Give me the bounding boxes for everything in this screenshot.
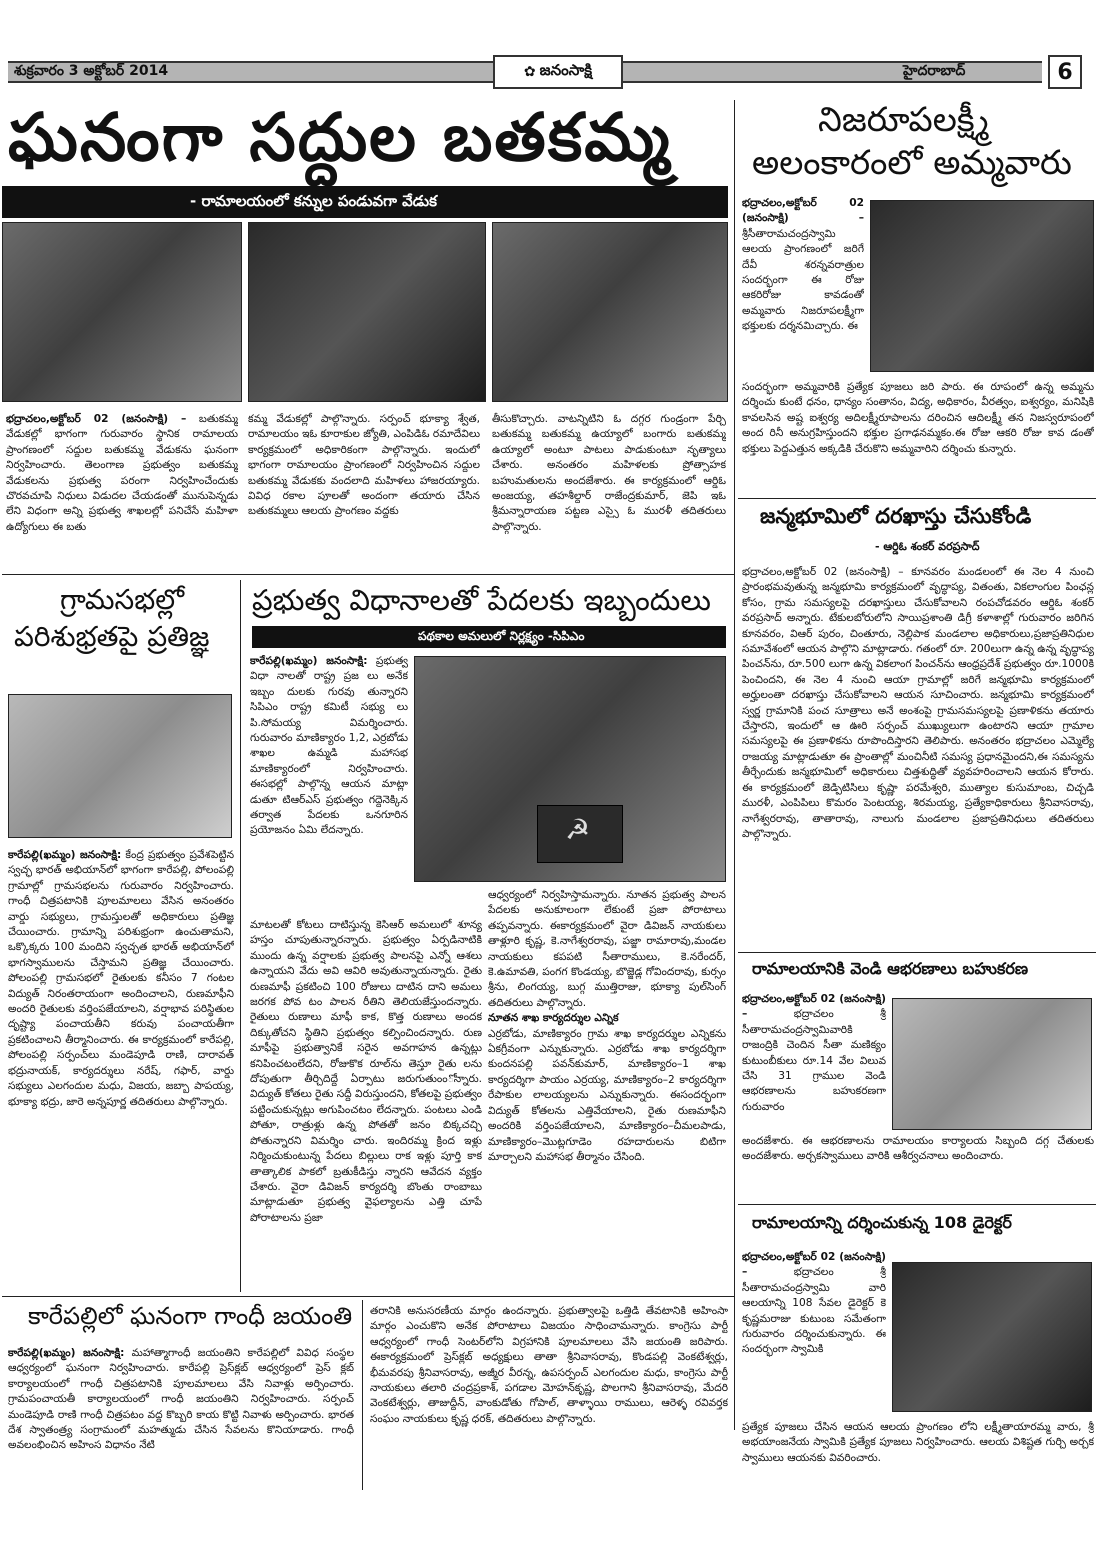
- vendi-photo: [892, 998, 1092, 1130]
- prabhutva-col-1-text: మాటలతో కోటలు దాటిస్తున్న కెసిఆర్ అమలులో శూన్య హస్తం చూపుతున్నారన్నారు. ప్రభుత్వం ఏర్పడినాటికి ముందు ఉన్న వర్షాలకు ప్రభుత్వ పాలనపై ఎన్నో ఆశలు ఉన్నాయని వేదు అవి ఆవిరి అవుతున్నాయన్నారు. రైతు రుణమాఫీ ప్రకటించి 100 రోజులు దాటిన దాని అమలు జరగక పోవ టం పాలన రీతిని తెలియజేస్తుందన్నారు. రైతులు రుణాలు మాఫీ కాక, కొత్త రుణాలు అందక దిక్కుతోచని స్థితిని ప్రభుత్వం కల్పించిందన్నారు. రుణ మాఫీపై ప్రభుత్వానికే సరైన అవగాహన ఉన్నట్లు కనిపించటంలేదని, రోజుకొక రూల్‌ను తెస్తూ రైతు లను దోపుతుగా తీర్చిదిద్దే ఏర్పాటు జరుగుతుంంో‌న్నారు. విద్యుత్ కోతలు రైతు సద్దీ విరుస్తుందని, కోతలపై ప్రభుత్వం పట్టించుకున్నట్లు అగుపించటం లేదన్నారు. పంటలు ఎండి పోతూ, రాత్రుళ్లు ఉన్న పోతతో జనం బిక్కచచ్చి పోతున్నారని విమర్శిం చారు. ఇందిరమ్మ క్రింద ఇళ్లు నిర్మించుకుంటున్న పేదలు బిల్లులు రాక ఇళ్లు పూర్తి కాక తాత్కాలిక పాకలో బ్రతుకీడిస్తు న్నారని ఆవేదన వ్యక్తం చేశారు. వైరా డివిజన్ కార్యదర్శి బొంతు రాంబాబు మాట్లాడుతూ ప్రభుత్వ వైఫల్యాలను ఎత్తి చూపే పోరాటాలను ప్రజా: [250, 919, 482, 1224]
- gandhi-divider: [362, 1300, 363, 1490]
- lead-photo-2: [248, 222, 486, 402]
- vendi-headline: రామాలయానికి వెండి ఆభరణాలు బహుకరణ: [752, 959, 1029, 978]
- director-photo: [892, 1262, 1092, 1412]
- vendi-body-text: అందజేశారు. ఈ ఆభరణాలను రామాలయం కార్యాలయ సిబ్బంది దగ్గ చేతులకు అందజేశారు. అర్చకస్వాములు వారికి ఆశీర్వచనాలు అందించారు.: [742, 1135, 1094, 1163]
- city-name: హైదరాబాద్: [903, 63, 966, 79]
- nija-side: [742, 196, 864, 378]
- lead-subhead: - రామాలయంలో కన్నుల పండువగా వేడుక: [190, 192, 437, 210]
- director-side: [742, 1250, 886, 1418]
- grama-headline-2: పరిశుభ్రతపై ప్రతిజ్ఞ: [14, 620, 210, 653]
- prabhutva-headline: ప్రభుత్వ విధానాలతో పేదలకు ఇబ్బందులు: [252, 583, 711, 617]
- prabhutva-col-2: [488, 888, 726, 1292]
- nija-dateline: భద్రాచలం,అక్టోబర్ 02 (జనంసాక్షి) –: [742, 197, 864, 225]
- logo-text: జనంసాక్షి: [539, 61, 593, 79]
- director-body: [742, 1420, 1094, 1480]
- nija-body: [742, 380, 1094, 492]
- lead-photo-3: [492, 222, 728, 402]
- grama-photo: [8, 694, 232, 838]
- vendi-dateline: భద్రాచలం,అక్టోబర్ 02 (జనంసాక్షి) –: [742, 993, 886, 1021]
- lead-bottom-rule: [2, 574, 734, 575]
- janma-body: [742, 565, 1094, 947]
- lead-text-2: కమ్మ వేడుకల్లో పాల్గొన్నారు. సర్పంచ్ భూక్యా శ్వేత, రామాలయం ఇఓ కూరాకుల జ్యోతి, ఎంపిడిఓ రమాదేవిలు కార్యక్రమంలో అధికారికంగా పాల్గొన్నారు. ఇందులో భాగంగా రామాలయం ప్రాంగణంలో నిర్వహించిన సద్దుల బతుకమ్మ వేడుకకు వందలాది మహిళలు హాజరయ్యారు. వివిధ రకాల పూలతో అందంగా తయారు చేసిన బతుకమ్మలు ఆలయ ప్రాంగణం వద్దకు: [248, 413, 480, 518]
- janma-headline: జన్మభూమిలో దరఖాస్తు చేసుకోండి: [760, 504, 1032, 528]
- hammer-sickle-icon: ☭: [565, 813, 591, 846]
- vendi-bottom-rule: [738, 1204, 1096, 1205]
- nija-headline-1: నిజరూపలక్ష్మీ: [818, 100, 989, 140]
- janma-body-text: భద్రాచలం,అక్టోబర్ 02 (జనంసాక్షి) – కూనవరం మండలంలో ఈ నెల 4 నుంచి ప్రారంభమవుతున్న జన్మభూమి కార్యక్రమంలో వృద్ధాప్య, వితంతు, వికలాంగుల పింఛన్ల కోసం, గ్రామ సమస్యలపై దరఖాస్తులు చేసుకోవాలని రంపచోడవరం ఆర్డిఓ శంకర్ వరప్రసాద్ అన్నారు. టేకులబోరులోని సాయిప్రశాంతి డిగ్రీ కళాశాల్లో గురువారం జరిగిన కూనవరం, విఆర్ పురం, చింతూరు, నెల్లిపాక మండలాల అధికారులు,ప్రజాప్రతినిధుల సమావేశంలో ఆయన పాల్గొని మాట్లాడారు. గతంలో రూ. 200లుగా ఉన్న ఉన్న వృద్ధాప్య పించన్‌ను, రూ.500 లుగా ఉన్న వికలాంగ పించన్‌ను ఆంధ్రప్రదేశ్ ప్రభుత్వం రూ.1000కి పెంచిందని, ఈ నెల 4 నుంచి ఆయా గ్రామాల్లో జరిగే జన్మభూమి కార్యక్రమంలో అర్హులంతా దరఖాస్తు చేసుకోవాలని ఆయన సూచించారు. జన్మభూమి కార్యక్రమంలో స్వర్ణ గ్రామానికి పంచ సూత్రాలు అనే అంశంపై గ్రామసమస్యలపై ప్రణాళికను తయారు చేస్తారని, ఇందులో ఆ ఊరి సర్పంచ్ ముఖ్యులుగా ఉంటారని ఆయా గ్రామాల సమస్యలపై ఈ ప్రణాళికను రూపొందిస్తారని తెలిపారు. అనంతరం భద్రాచలం ఎమ్మెల్యే రాజయ్య మాట్లాడుతూ ఈ ప్రాంతాల్లో మంచినీటి సమస్య ప్రధానమైందని,ఈ సమస్యను తీర్చేందుకు జన్మభూమిలో అధికారులు చిత్తశుద్ధితో వ్యవహరించాలని ఆయన కోరారు. ఈ కార్యక్రమంలో జెడ్పిటిసిలు కృష్ణా పరమేశ్వరి, ముత్యాల కుసుమాంబ, చిచ్చడి మురళీ, ఎంపిపిలు కొమరం పెంటయ్య, శిరమయ్య, ప్రత్యేకాధికారులు శ్రీనివాసరావు, నాగేశ్వరరావు, తాతారావు, నాలుగు మండలాల ప్రజాప్రతినిధులు తదితరులు పాల్గొన్నారు.: [742, 566, 1094, 840]
- lead-col-2: [248, 412, 480, 570]
- director-side-text: భద్రాచలం శ్రీ సీతారామచంద్రస్వామి వారి ఆలయాన్ని 108 సేవల డైరెక్టర్ కె కృష్ణమరాజు కుటుంబ సమేతంగా గురువారం దర్శించుకున్నారు. ఈ సందర్భంగా స్వామికి: [742, 1266, 886, 1356]
- grama-body-text: కేంద్ర ప్రభుత్వం ప్రవేశపెట్టిన స్వచ్ఛ భారత్ అభియాన్‌లో భాగంగా కారేపల్లి, పోలంపల్లి గ్రామాల్లో గ్రామసభలను గురువారం నిర్వహించారు. గాంధీ చిత్రపటానికి పూలమాలలు వేసిన అనంతరం వార్డు సభ్యులు, గ్రామస్తులతో అధికారులు ప్రతిజ్ఞ చేయించారు. గ్రామాన్ని పరిశుభ్రంగా ఉంచుతామని, ఒక్కొక్కరు 100 మందిని స్వచ్ఛత భారత్ అభియాన్‌లో భాగస్వాములను చేస్తామని ప్రతిజ్ఞ చేయించారు. పోలంపల్లి గ్రామసభలో రైతులకు కనీసం 7 గంటల విద్యుత్ నిరంతరాయంగా అందించాలని, రుణమాఫీని అందరి రైతులకు వర్తింపజేయాలని, వర్షాభావ పరిస్థితుల దృష్ట్యా పంచాయతీని కరువు పంచాయతీగా ప్రకటించాలని తీర్మానించారు. ఈ కార్యక్రమంలో కారేపల్లి, పోలంపల్లి సర్పంచ్‌లు మండెపూడి రాణి, దారావత్ భద్రునాయక్, కార్యదర్శులు నరేష్, గఫార్, వార్డు సభ్యులు ఎలగందుల మధు, విజయ, జబ్బా పాపయ్య, భూక్యా భద్రు, జారె అన్నపూర్ణ తదితరులు పాల్గొన్నారు.: [8, 849, 234, 1108]
- prabhutva-side: [250, 654, 408, 916]
- column-divider-right: [734, 100, 735, 1430]
- prabhutva-dateline: కారేపల్లి(ఖమ్మం) జనంసాక్షి:: [250, 655, 368, 667]
- director-headline: రామాలయాన్ని దర్శించుకున్న 108 డైరెక్టర్: [752, 1213, 1012, 1232]
- lead-dateline: భద్రాచలం,అక్టోబర్ 02 (జనంసాక్షి) –: [6, 413, 187, 425]
- prabhutva-subhead: పథకాల అమలులో నిర్లక్ష్యం -సిపిఎం: [418, 629, 585, 643]
- vendi-side: [742, 992, 886, 1132]
- nija-side-text: శ్రీసీతారామచంద్రస్వామి ఆలయ ప్రాంగణంలో జరిగే దేవీ శరన్నవరాత్రుల సందర్భంగా ఈ రోజు ఆకరిరోజు కావడంతో అమ్మవారు నిజరూపలక్ష్మీగా భక్తులకు దర్శనమిచ్చారు. ఈ: [742, 227, 864, 333]
- grama-divider: [240, 580, 241, 1292]
- lead-text-3: తీసుకొచ్చారు. వాటన్నిటిని ఓ దగ్గర గుండ్రంగా పేర్చి బతుకమ్మ బతుకమ్మ ఉయ్యాలో బంగారు బతుకమ్మ ఉయ్యాలో అంటూ పాటలు పాడుకుంటూ నృత్యాలు చేశారు. అనంతరం మహిళలకు ప్రోత్సాహక బహుమతులను అందజేశారు. ఈ కార్యక్రమంలో ఆర్డిఓ అంజయ్య, తహశీల్దార్ రాజేంద్రకుమార్, జెపి ఇఓ శ్రీమన్నారాయణ పట్టణ ఎస్సై ఓ మురళీ తదితరులు పాల్గొన్నారు.: [492, 413, 726, 533]
- nija-headline-2: అలంకారంలో అమ్మవారు: [752, 143, 1072, 183]
- gandhi-col-1-text: మహాత్మాగాంధీ జయంతిని కారేపల్లిలో వివిధ సంస్థల ఆధ్వర్యంలో ఘనంగా నిర్వహించారు. కారేపల్లి ప్రెస్‌క్లబ్ ఆధ్వర్యంలో ప్రెస్ క్లబ్ కార్యాలయంలో గాంధీ చిత్రపటానికి పూలమాలలు వేసి నివాళ్లు అర్పించారు. గ్రామపంచాయతీ కార్యాలయంలో గాంధీ జయంతిని నిర్వహించారు. సర్పంచ్ మండెపూడి రాణి గాంధీ చిత్రపటం వద్ద కొబ్బరి కాయ కొట్టి నివాళు అర్పించారు. భారత దేశ స్వాతంత్ర్య సంగ్రామంలో మహత్ముడు చేసిన సేవలను కొనియాడారు. గాంధీ అవలంభించిన అహింస విధానం నేటి: [8, 1347, 354, 1452]
- gandhi-col-1: [8, 1346, 354, 1488]
- masthead: [8, 55, 1092, 89]
- director-dateline: భద్రాచలం,అక్టోబర్ 02 (జనంసాక్షి) –: [742, 1251, 886, 1279]
- lead-photo-1: [2, 222, 242, 402]
- grama-body: [8, 848, 234, 1288]
- janma-bottom-rule: [738, 952, 1096, 953]
- gandhi-col-2-text: తరానికి అనుసరణీయ మార్గం ఉందన్నారు. ప్రభుత్వాలపై ఒత్తిడి తేవటానికి అహింసా మార్గం ఎంచుకొని అనేక పోరాటాలు విజయం సాధించామన్నారు. కాంగ్రెసు పార్టీ ఆధ్వర్యంలో గాంధీ సెంటర్‌లోని విగ్రహానికి పూలమాలలు వేసి జయంతి జరిపారు. ఈకార్యక్రమంలో ప్రెస్‌క్లబ్ అధ్యక్షులు తాతా శ్రీనివాసరావు, కొండపల్లి వెంకటేశ్వర్లు, భీమవరపు శ్రీనివాసరావు, అజ్మీర వీరన్న, ఉపసర్పంచ్ ఎలగందుల మధు, కాంగ్రెసు పార్టీ నాయకులు తలారి చంద్రప్రకాశ్, పగడాల మోహన్‌కృష్ణ, పొలగాని శ్రీనివాసరావు, మేదరి వెంకటేశ్వర్లు, తాజుద్దీన్, వాంకుడోతు గోపాల్, తాళ్ళాయి రాములు, ఆరెళ్ళ రవివర్తక సంఘం నాయకులు కృష్ణ ధరక్, తదితరులు పాల్గొన్నారు.: [370, 1305, 728, 1425]
- logo-icon: ✿: [523, 64, 536, 80]
- lead-col-3: [492, 412, 726, 570]
- prabhutva-side-text: ప్రభుత్వ విధా నాలతో రాష్ట్ర ప్రజ లు అనేక ఇబ్బం దులకు గురవు తున్నారని సిపిఎం రాష్ట్ర కమిటీ సభ్యు లు పి.సోమయ్య విమర్శించారు. గురువారం మాణిక్యారం 1,2, ఎర్రబోడు శాఖల ఉమ్మడి మహాసభ మాణిక్యారంలో నిర్వహించారు. ఈసభల్లో పాల్గొన్న ఆయన మాట్లా డుతూ టిఆర్ఎస్ ప్రభుత్వం గద్దెనెక్కిన తర్వాత పేదలకు ఒనగూరిన ప్రయోజనం ఏమి లేదన్నారు.: [250, 655, 408, 837]
- prabhutva-col-1: [250, 918, 482, 1292]
- prabhutva-subhead-2: నూతన శాఖ కార్యదర్శుల ఎన్నిక: [488, 1012, 619, 1025]
- gandhi-col-2: [370, 1304, 728, 1488]
- prabhutva-cpm-meeting-photo: [414, 656, 726, 882]
- prabhutva-col-2-text: ఆధ్వర్యంలో నిర్వహిస్తామన్నారు. నూతన ప్రభుత్వ పాలన పేదలకు అనుకూలంగా లేకుంటే ప్రజా పోరాటాలు తప్పవన్నారు. ఈకార్యక్రమంలో వైరా డివిజన్ నాయకులు తాళ్లూరి కృష్ణ, కె.నాగేశ్వరరావు, పజ్జా రామారావు,మండల నాయకులు కపపటి సీతారాములు, కె.నరేందర్, కె.ఉమావతి, పంగగ కొండయ్య, బొజ్జెడ్ల గోవిందరావు, కుర్సం శ్రీను, లింగయ్య, బుగ్గ ముత్తిరాజు, భూక్యా పుల్‌సింగ్ తదితరులు పాల్గొన్నారు.: [488, 889, 726, 1009]
- vendi-side-text: భద్రాచలం శ్రీ సీతారామచంద్రస్వామివారికి రాజంద్రికి చెందిన సీతా మణిక్యం కుటుంబీకులు రూ.14 వేల విలువ చేసి 31 గ్రాముల వెండి ఆభరణాలను బహుకరణగా గురువారం: [742, 1008, 886, 1113]
- gandhi-headline: కారేపల్లిలో ఘనంగా గాంధీ జయంతి: [28, 1302, 353, 1330]
- nija-bottom-rule: [738, 498, 1096, 499]
- gandhi-dateline: కారేపల్లి(ఖమ్మం) జనంసాక్షి:: [8, 1347, 125, 1359]
- mid-bottom-rule: [2, 1296, 734, 1297]
- grama-dateline: కారేపల్లి(ఖమ్మం) జనంసాక్షి:: [8, 849, 122, 861]
- prabhutva-col-2b-text: ఎర్రబోడు, మాణిక్యారం గ్రామ శాఖ కార్యదర్శుల ఎన్నికను ఏకగ్రీవంగా ఎన్నుకున్నారు. ఎర్రబోడు శాఖ కార్యదర్శిగా కుందనపల్లి పవన్‌కుమార్, మాణిక్యారం–1 శాఖ కార్యదర్శిగా పాయం ఎర్రయ్య, మాణిక్యారం–2 కార్యదర్శిగా రేపాకుల లాలయ్యలను ఎన్నుకున్నారు. ఈసందర్భంగా విద్యుత్ కోతలను ఎత్తివేయాలని, రైతు రుణమాఫీని అందరికి వర్తింపజేయాలని, మాణిక్యారం–చీమలపాడు, మాణిక్యారం–మొట్లగూడెం రహదారులను బిటిగా మార్చాలని మహాసభ తీర్మానం చేసింది.: [488, 1027, 726, 1163]
- page-number: 6: [1048, 55, 1082, 89]
- nija-body-text: సందర్భంగా అమ్మవారికి ప్రత్యేక పూజలు జరి పారు. ఈ రూపంలో ఉన్న అమ్మను దర్శించు కుంటే ధనం, ధాన్యం సంతానం, విద్య, అధికారం, వీరత్వం, ఐశ్వర్యం, మనిషికి కావలసిన అష్ట ఐశ్వర్య అదిలక్ష్మీరూపాలను దరించిన ఆదిలక్ష్మీ తన నిజస్వరూపంలో అంద రినీ అనుగ్రహిస్తుందని భక్తుల ప్రగాఢనమ్మకం.ఈ రోజు ఆకరి రోజు కావ డంతో భక్తులు పెద్దఎత్తున అక్కడికి చేరుకొని అమ్మవారిని దర్శించు కున్నారు.: [742, 381, 1094, 455]
- vendi-body: [742, 1134, 1094, 1188]
- grama-headline-1: గ్రామసభల్లో: [60, 583, 185, 616]
- nija-goddess-photo: [870, 200, 1094, 372]
- lead-col-1: [6, 412, 238, 570]
- masthead-logo: [493, 55, 623, 89]
- janma-byline: - ఆర్డిఓ శంకర్ వరప్రసాద్: [875, 540, 980, 553]
- director-body-text: ప్రత్యేక పూజలు చేసిన ఆయన ఆలయ ప్రాంగణం లోని లక్ష్మీతాయారమ్మ వారు, శ్రీ అభయాంజనేయ స్వామికి ప్రత్యేక పూజలు నిర్వహించారు. ఆలయ విశిష్టత గుర్చి అర్చక స్వాములు ఆయనకు వివరించారు.: [742, 1421, 1094, 1464]
- lead-headline: ఘనంగా సద్దుల బతకమ్మ: [8, 99, 672, 176]
- issue-date: శుక్రవారం 3 అక్టోబర్ 2014: [14, 63, 169, 79]
- lead-text-1: బతుకమ్మ వేడుకల్లో భాగంగా గురువారం స్థానిక రామాలయ ప్రాంగణంలో సద్దుల బతుకమ్మ వేడుకను ఘనంగా నిర్వహించారు. తెలంగాణ ప్రభుత్వం బతుకమ్మ వేడుకలను ప్రభుత్వ పరంగా నిర్వహించేందుకు చొరవచూపి నిధులు విడుదల చేయడంతో మునుపెన్నడు లేని విధంగా అన్ని ప్రభుత్వ శాఖలల్లో పనిచేసే మహిళా ఉద్యోగులు ఈ బతు: [6, 413, 238, 533]
